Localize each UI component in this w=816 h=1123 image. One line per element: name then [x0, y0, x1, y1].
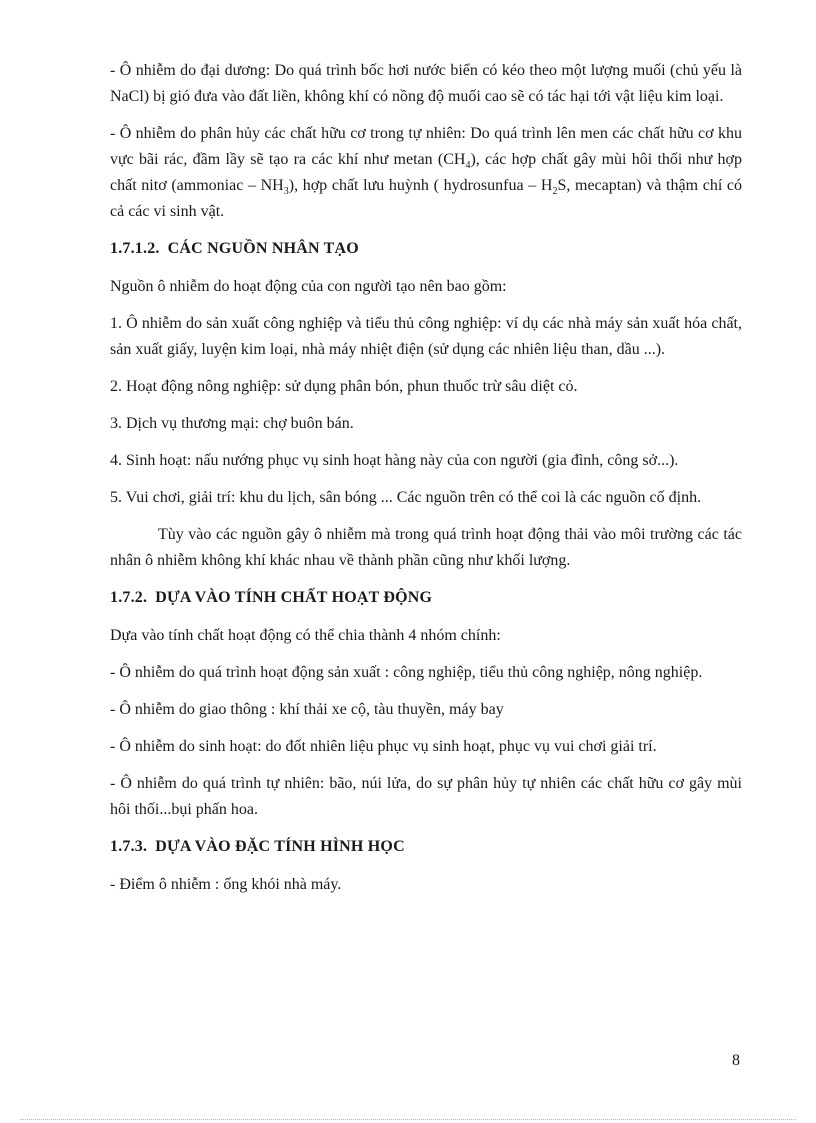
- heading-1-7-2: [110, 585, 742, 611]
- paragraph-activity-intro: Dựa vào tính chất hoạt động có thể chia thành 4 nhóm chính:: [110, 627, 501, 644]
- paragraph-ocean-pollution: - Ô nhiễm do đại dương: Do quá trình bốc hơi nước biển có kéo theo một lượng muối (chủ yếu là NaCl) bị gió đưa vào đất liền, không khí có nồng độ muối cao sẽ có tác hại tới vật liệu kim loại.: [110, 62, 742, 105]
- heading-number: 1.7.2.: [110, 589, 148, 606]
- page-number: 8: [732, 1052, 740, 1069]
- list-item-daily-life: - Ô nhiễm do sinh hoạt: do đốt nhiên liệu phục vụ sinh hoạt, phục vụ vui chơi giải trí.: [110, 738, 657, 755]
- list-item-transport: - Ô nhiễm do giao thông : khí thải xe cộ, tàu thuyền, máy bay: [110, 701, 504, 718]
- heading-title: CÁC NGUỒN NHÂN TẠO: [167, 240, 359, 257]
- text-segment: - Ô nhiễm do phân hủy các chất hữu cơ trong tự nhiên: Do quá trình lên men các chất hữu cơ khu vực bãi rác, đầm lầy sẽ tạo ra các khí như metan (CH: [110, 125, 742, 168]
- paragraph-organic-decomposition: [110, 121, 742, 225]
- text-segment: ), hợp chất lưu huỳnh ( hydrosunfua – H: [288, 177, 553, 194]
- list-item-commerce: 3. Dịch vụ thương mại: chợ buôn bán.: [110, 415, 354, 432]
- subscript-3: 3: [283, 186, 289, 198]
- list-item-natural: - Ô nhiễm do quá trình tự nhiên: bão, núi lửa, do sự phân hủy tự nhiên các chất hữu cơ gây mùi hôi thối...bụi phấn hoa.: [110, 775, 742, 818]
- page-content: [110, 58, 742, 909]
- list-item-production: - Ô nhiễm do quá trình hoạt động sản xuất : công nghiệp, tiểu thủ công nghiệp, nông nghiệp.: [110, 664, 703, 681]
- heading-title: DỰA VÀO ĐẶC TÍNH HÌNH HỌC: [155, 838, 405, 855]
- subscript-4: 4: [465, 160, 471, 172]
- list-item-household: 4. Sinh hoạt: nấu nướng phục vụ sinh hoạt hàng này của con người (gia đình, công sở...).: [110, 452, 679, 469]
- paragraph-anthropogenic-intro: Nguồn ô nhiễm do hoạt động của con người tạo nên bao gồm:: [110, 278, 507, 295]
- list-item-agriculture: 2. Hoạt động nông nghiệp: sử dụng phân bón, phun thuốc trừ sâu diệt cỏ.: [110, 378, 578, 395]
- text-segment: ), các hợp chất gây mùi hôi thối như hợp chất nitơ (ammoniac – NH: [110, 151, 743, 194]
- list-item-industry: 1. Ô nhiễm do sản xuất công nghiệp và tiểu thủ công nghiệp: ví dụ các nhà máy sản xuất hóa chất, sản xuất giấy, luyện kim loại, nhà máy nhiệt điện (sử dụng các nhiên liệu than, dầu ...).: [110, 315, 742, 358]
- heading-1-7-3: [110, 834, 742, 860]
- heading-title: DỰA VÀO TÍNH CHẤT HOẠT ĐỘNG: [155, 589, 433, 606]
- heading-number: 1.7.1.2.: [110, 240, 160, 257]
- subscript-2: 2: [552, 186, 558, 198]
- text-segment: S, mecaptan) và thậm chí có cả các vi sinh vật.: [110, 177, 743, 220]
- page-footer-divider: [20, 1119, 796, 1120]
- heading-number: 1.7.3.: [110, 838, 148, 855]
- paragraph-sources-summary: Tùy vào các nguồn gây ô nhiễm mà trong quá trình hoạt động thải vào môi trường các tác nhân ô nhiễm không khí khác nhau về thành phần cũng như khối lượng.: [110, 526, 742, 569]
- list-item-entertainment: 5. Vui chơi, giải trí: khu du lịch, sân bóng ... Các nguồn trên có thể coi là các nguồn cố định.: [110, 489, 702, 506]
- list-item-point-source: - Điểm ô nhiễm : ống khói nhà máy.: [110, 876, 342, 893]
- heading-1-7-1-2: [110, 236, 742, 262]
